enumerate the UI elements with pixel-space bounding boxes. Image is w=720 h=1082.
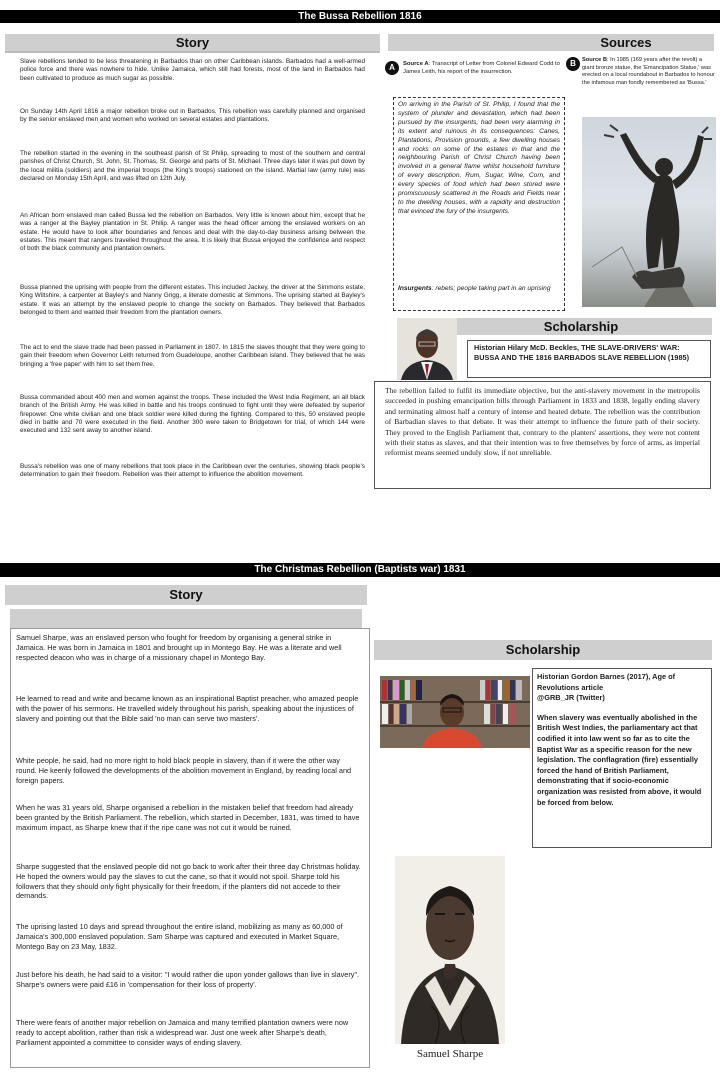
- story-paragraph: On Sunday 14th April 1816 a major rebellion broke out in Barbados. This rebellion was carefully planned and organised by the senior enslaved men and women who worked on several estates and plantations.: [20, 108, 365, 124]
- source-a-label: Source A: [403, 61, 429, 67]
- scholar-box: [532, 668, 712, 848]
- bookshelf-portrait-icon: [380, 676, 530, 748]
- statue-icon: [582, 117, 716, 307]
- story-paragraph: There were fears of another major rebellion on Jamaica and many terrified plantation owners were now ready to accept abolition, rather than risk a widespread war. Just one week after Sharpe's death, Parliament appointed a committee to consider ways of ending slavery.: [16, 1018, 349, 1047]
- gloss-definition: : rebels; people taking part in an uprising: [431, 285, 551, 292]
- source-b-letter: B: [570, 59, 576, 68]
- section-title: The Christmas Rebellion (Baptists war) 1831: [254, 564, 466, 575]
- scholar-citation: Historian Gordon Barnes (2017), Age of Revolutions article: [537, 672, 676, 692]
- sharpe-engraving-icon: [395, 856, 505, 1044]
- section-title-bar: [0, 563, 720, 577]
- story-paragraph: Sharpe suggested that the enslaved people did not go back to work after their three day Christmas holiday. He hoped the owners would pay the slaves to cut the cane, so that it would not spoil. Sharpe told his followers that they should only fight physically for their freedom, if the planters did not accede to their demands.: [16, 862, 361, 901]
- portrait-icon: [397, 318, 457, 380]
- portrait-caption: Samuel Sharpe: [416, 1048, 484, 1060]
- scholar-quote: When slavery was eventually abolished in the British West Indies, the parliamentary act that codified it into law went so far as to cite the Baptist War as a specific reason for the new legislation. The conflagration (fire) essentially forced the hand of British Parliament, demonstrating that if socio-economic organization was resisted from above, it would be forced from below.: [537, 712, 702, 807]
- source-b-description: [582, 57, 716, 87]
- source-a-letter: A: [389, 63, 395, 72]
- source-a-marker: [385, 61, 399, 75]
- story-subheader: [10, 609, 362, 628]
- sources-header: [388, 34, 714, 51]
- story-paragraph: Just before his death, he had said to a visitor: "I would rather die upon yonder gallows than live in slavery". Sharpe's owners were paid £16 in 'compensation for their loss of property'.: [16, 970, 360, 989]
- story-header: [5, 585, 367, 605]
- story-paragraph: Samuel Sharpe, was an enslaved person who fought for freedom by organising a general strike in Jamaica. He was born in Jamaica in 1801 and brought up in Montego Bay. He was a literate and well respected deacon who was in charge of a missionary chapel in Montego Bay.: [16, 633, 342, 662]
- story-paragraph: He learned to read and write and became known as an inspirational Baptist preacher, who amazed people with the power of his sermons. He travelled widely throughout his parish, speaking about the injustices of slavery and pointing out that the Bible said 'no man can serve two masters'.: [16, 694, 359, 723]
- sources-header-label: Sources: [600, 35, 652, 50]
- historian-barnes-photo: [380, 676, 530, 748]
- source-b-label: Source B: [582, 57, 607, 63]
- scholar-quote-box: [374, 381, 711, 489]
- section-title-bar: [0, 10, 720, 23]
- story-paragraph: The act to end the slave trade had been passed in Parliament in 1807. In 1815 the slaves thought that they were going to gain their freedom when Governor Leith returned from Guadeloupe, another Caribbean island. They believed that he was bringing a 'free paper' with him to set them free.: [20, 344, 365, 368]
- scholarship-header-label: Scholarship: [505, 642, 581, 657]
- story-paragraph: When he was 31 years old, Sharpe organised a rebellion in the mistaken belief that freedom had already been granted by the British Parliament. The rebellion, which started in December, 1831, was timed to have maximum impact, as Sharpe knew that if the ripe cane was not cut it would be ruined.: [16, 803, 360, 832]
- scholarship-header: [450, 318, 712, 335]
- scholar-citation-box: [467, 340, 711, 378]
- story-paragraph: Slave rebellions tended to be less threatening in Barbados than on other Caribbean islands. Barbados had a well-armed police force and there was nowhere to hide. Unlike Jamaica, which still had forests, most of the land in Barbados had been cultivated to produce as much sugar as possible.: [20, 58, 365, 82]
- gloss-term: Insurgents: [398, 285, 432, 292]
- story-header-label: Story: [175, 35, 210, 50]
- story-paragraph: The rebellion started in the evening in the southeast parish of St Philip, spreading to most of the southern and central parishes of Christ Church, St. John, St. Thomas, St. George and parts of St. Michael. Three days later it was put down by the local militia (soldiers) and the imperial troops (the King's troops) stationed on the island. Martial law (army rule) was declared on Monday 15th April, and was lifted on 12th July.: [20, 150, 365, 182]
- source-a-quote-box: [393, 97, 565, 311]
- scholar-citation: Historian Hilary McD. Beckles, THE SLAVE-DRIVERS' WAR: BUSSA AND THE 1816 BARBADOS SLAVE REBELLION (1985): [474, 343, 690, 362]
- source-b-desc: : In 1985 (169 years after the revolt) a giant bronze statue, the 'Emancipation Statue,' was erected on a local roundabout in Barbados to honour the infamous man fondly remembered as 'Bussa.': [582, 57, 715, 86]
- story-paragraph: Bussa planned the uprising with people from the different estates. This included Jackey, the driver at the Simmons estate, King Wiltshire, a carpenter at Bayley's and Nanny Grigg, a literate domestic at Simmons. The uprising started at Bayley's estate. It was an attempt by the enslaved people to change the society on Barbados. They believed that Barbados belonged to them and wanted their freedom from the plantation owners.: [20, 284, 365, 316]
- story-header-label: Story: [169, 587, 203, 602]
- scholarship-header-label: Scholarship: [543, 319, 619, 334]
- story-header: [5, 34, 380, 51]
- story-subheader: [5, 51, 380, 53]
- emancipation-statue-photo: [582, 117, 716, 307]
- story-paragraph: An African born enslaved man called Bussa led the rebellion on Barbados. Very little is known about him, except that he was a ranger at the Bayley plantation in St. Philip. A ranger was the head officer among the enslaved workers on an estate. He would have to look after boundaries and fences and deal with the day-to-day business arising between the estates. This meant that rangers travelled throughout the area. It is likely that Bussa enjoyed the confidence and respect of both the black community and plantation owners.: [20, 212, 365, 253]
- scholarship-header: [374, 640, 712, 660]
- historian-beckles-photo: [397, 318, 457, 380]
- source-a-desc: : Transcript of Letter from Colonel Edward Codd to James Leith, his report of the insurrection.: [403, 61, 560, 75]
- source-b-marker: [566, 57, 580, 71]
- source-a-quote: On arriving in the Parish of St. Philip, I found that the system of plunder and devastation, which had been pursued by the insurgents, had been very alarming in its extent and ruinous in its consequences: Canes, Plantations, Provision grounds, a few dwelling houses and rocks on some of the estates in that and the neighbouring Parish of Christ Church having been involved in a general flame whilst household furniture of every description, Rum, Sugar, Wine, Corn, and every species of food which had been stored were promiscuously scattered in the Roads and Fields near to the dwelling houses, with a rapidity and destruction that evinced the fury of the insurgents.: [398, 101, 560, 215]
- section-title: The Bussa Rebellion 1816: [298, 11, 422, 22]
- story-paragraph: The uprising lasted 10 days and spread throughout the entire island, mobilizing as many as 60,000 of Jamaica's 300,000 enslaved population. Sam Sharpe was captured and executed in Market Square, Montego Bay on 23 May, 1832.: [16, 922, 343, 951]
- source-a-gloss: [398, 285, 560, 294]
- samuel-sharpe-portrait: [395, 856, 505, 1044]
- scholar-twitter-handle: @GRB_JR (Twitter): [537, 693, 605, 703]
- story-paragraph: Bussa's rebellion was one of many rebellions that took place in the Caribbean over the centuries, showing black people's determination to gain their freedom. Rebellion was their attempt to influence the abolition movement.: [20, 463, 365, 479]
- source-a-description: [403, 60, 563, 76]
- scholar-quote: The rebellion failed to fulfil its immediate objective, but the anti-slavery movement in the metropolis succeeded in pushing emancipation bills through Parliament in 1833 and 1838, legally ending slavery and terminating almost half a century of intense and heated debate. The rebellion was the contribution of Barbadian slaves to that debate. It was their attempt to influence the future path of their society. They proved to the English Parliament that, contrary to the planters' assertions, they were not content with their status as slaves, and that their intention was to free themselves by force of arms, as imperial reformist means seemed unduly slow, if not unreliable.: [385, 386, 700, 458]
- story-paragraph: Bussa commanded about 400 men and women against the troops. These included the West India Regiment, an all black branch of the British Army. He was killed in battle and his troops continued to fight until they were defeated by superior firepower. One white civilian and one black soldier were killed during the fighting. Compared to this, 50 enslaved people died in battle and 70 were executed in the field. Another 300 were taken to Bridgetown for trial, of which 144 were executed and 132 sent away to another island.: [20, 394, 365, 435]
- story-paragraph: White people, he said, had no more right to hold black people in slavery, than if it were the other way round. He keenly followed the developments of the abolition movement in England, by reading local and foreign papers.: [16, 756, 352, 785]
